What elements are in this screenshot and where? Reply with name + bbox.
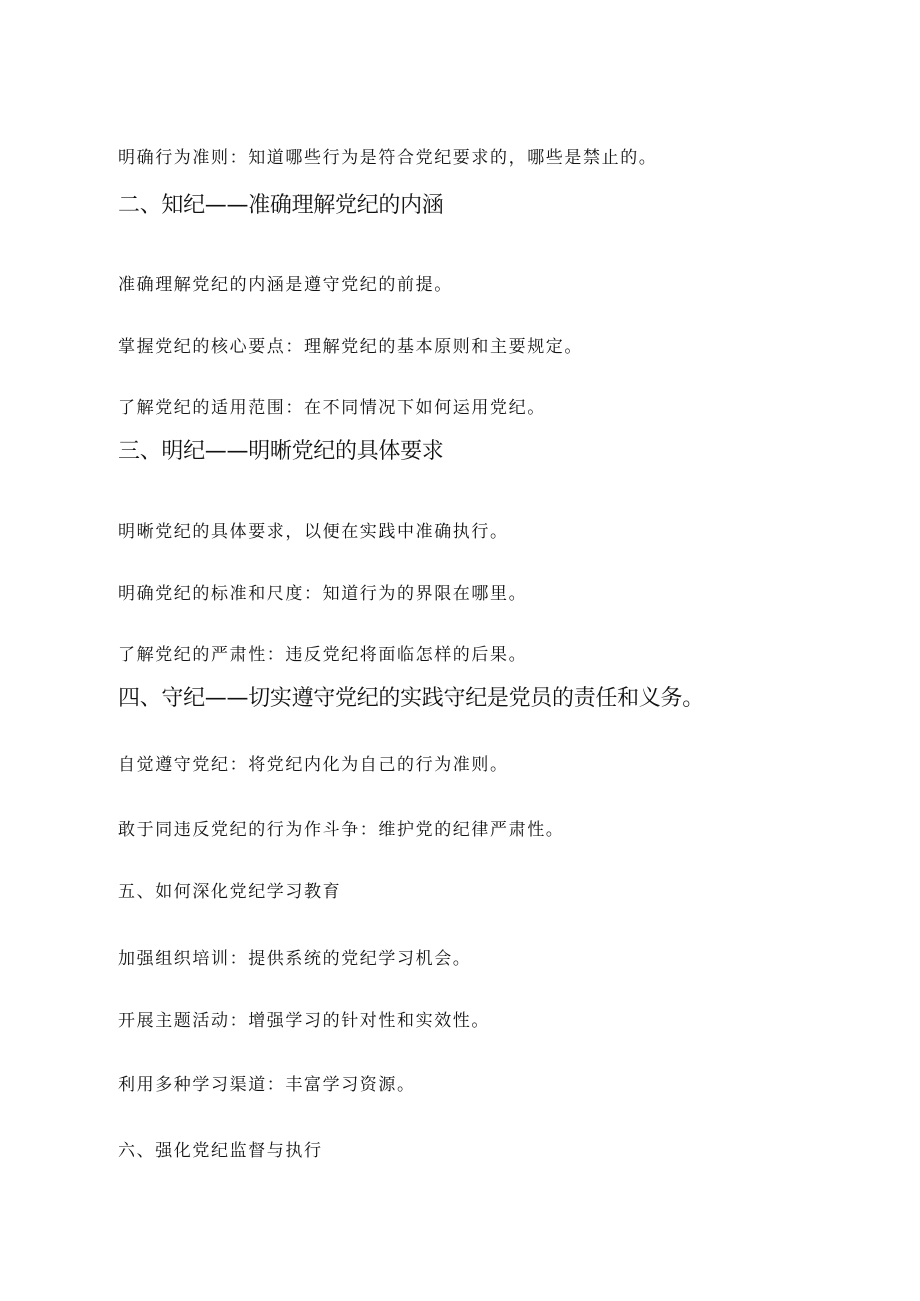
section-heading-3: 三、明纪——明晰党纪的具体要求 (118, 439, 444, 464)
section-heading-5: 五、如何深化党纪学习教育 (118, 882, 342, 902)
paragraph-core-points: 掌握党纪的核心要点：理解党纪的基本原则和主要规定。 (118, 337, 583, 357)
paragraph-understand-connotation: 准确理解党纪的内涵是遵守党纪的前提。 (118, 275, 453, 295)
paragraph-fight-violations: 敢于同违反党纪的行为作斗争：维护党的纪律严肃性。 (118, 820, 565, 840)
paragraph-activities: 开展主题活动：增强学习的针对性和实效性。 (118, 1011, 490, 1031)
section-heading-4: 四、守纪——切实遵守党纪的实践守纪是党员的责任和义务。 (118, 686, 704, 711)
paragraph-channels: 利用多种学习渠道：丰富学习资源。 (118, 1075, 416, 1095)
paragraph-conduct-rules: 明确行为准则：知道哪些行为是符合党纪要求的，哪些是禁止的。 (118, 148, 658, 168)
paragraph-training: 加强组织培训：提供系统的党纪学习机会。 (118, 949, 472, 969)
paragraph-self-discipline: 自觉遵守党纪：将党纪内化为自己的行为准则。 (118, 755, 509, 775)
paragraph-seriousness: 了解党纪的严肃性：违反党纪将面临怎样的后果。 (118, 645, 528, 665)
section-heading-2: 二、知纪——准确理解党纪的内涵 (118, 193, 444, 218)
paragraph-standards: 明确党纪的标准和尺度：知道行为的界限在哪里。 (118, 584, 528, 604)
section-heading-6: 六、强化党纪监督与执行 (118, 1141, 323, 1161)
paragraph-scope: 了解党纪的适用范围：在不同情况下如何运用党纪。 (118, 398, 546, 418)
paragraph-specific-requirements: 明晰党纪的具体要求，以便在实践中准确执行。 (118, 522, 509, 542)
